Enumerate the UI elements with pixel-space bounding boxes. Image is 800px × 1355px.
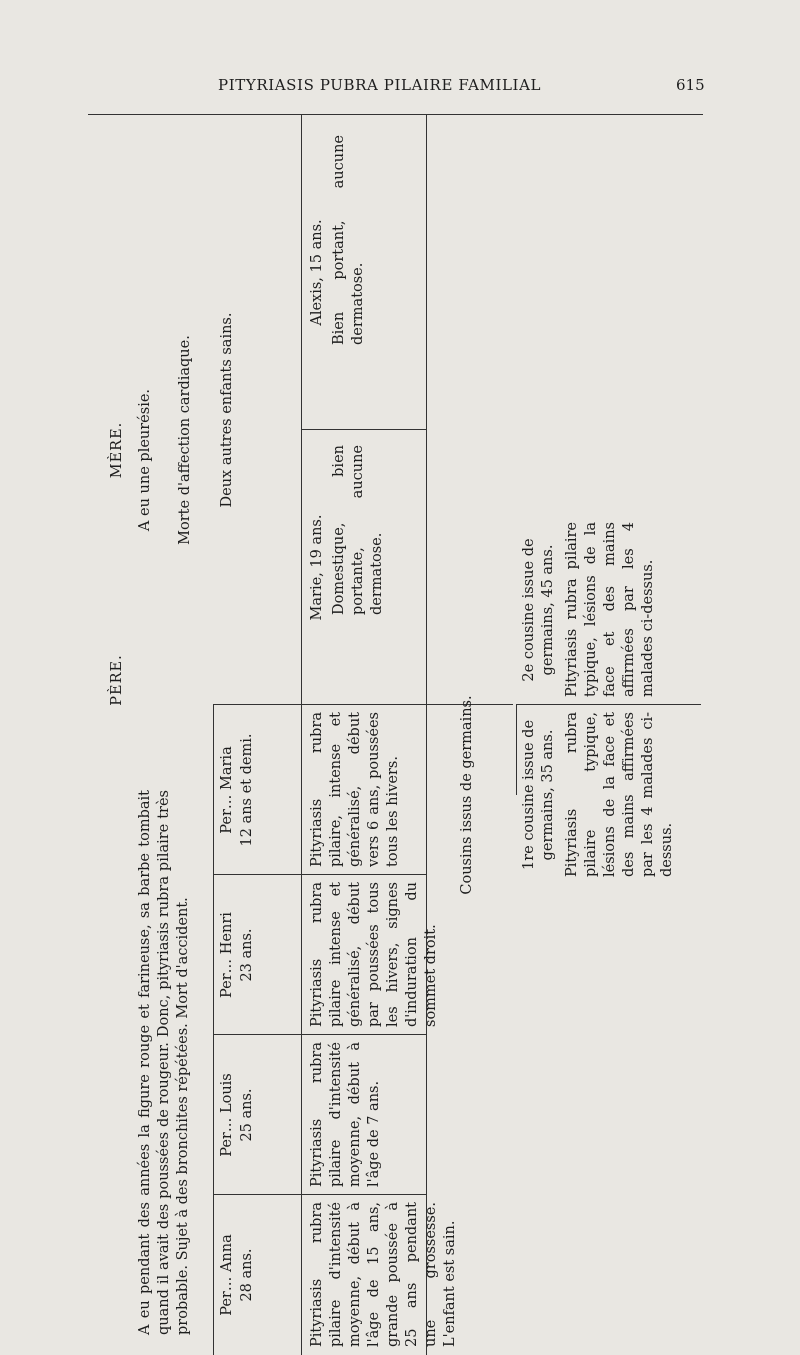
healthy-alexis-name: Alexis, 15 ans.: [309, 219, 325, 326]
child-maria-name: Per… Maria: [219, 746, 235, 834]
cousins-heading: Cousins issus de germains.: [459, 695, 475, 895]
healthy-heading: Deux autres enfants sains.: [219, 312, 235, 508]
child-louis-name: Per… Louis: [219, 1073, 235, 1157]
cousin-1-text: Pityriasis rubra pilaire typique, lésions de la face et des mains affirmées par les 4 malades ci-dessus.: [564, 712, 675, 877]
child-henri-name: Per… Henri: [219, 912, 235, 998]
cousins-rule-a: [516, 705, 517, 795]
page-number: 615: [676, 76, 705, 94]
cousin-2-name: 2e cousine issue de germains, 45 ans.: [521, 538, 556, 682]
running-header: [0, 76, 800, 100]
child-anna-name: Per… Anna: [219, 1234, 235, 1316]
child-maria-text: Pityriasis rubra pilaire, intense et généralisé, début vers 6 ans, poussées tous les hivers.: [309, 712, 401, 867]
cousins-rule: [426, 115, 427, 1355]
father-heading: PÈRE.: [109, 654, 125, 706]
mother-line2: Morte d'affection cardiaque.: [177, 335, 193, 545]
mother-line1: A eu une pleurésie.: [137, 388, 153, 532]
healthy-alexis-text: Bien portant, aucune dermatose.: [331, 135, 366, 345]
child-louis-text: Pityriasis rubra pilaire d'intensité moyenne, début à l'âge de 7 ans.: [309, 1042, 382, 1187]
family-tree-table: [88, 115, 703, 1355]
father-text: A eu pendant des années la figure rouge et farineuse, sa barbe tombait quand il avait des poussées de rougeur. Donc, pityriasis rubra pilaire très probable. Sujet à des bronchites répétées. Mort d'accident.: [137, 790, 191, 1335]
running-title: PITYRIASIS PUBRA PILAIRE FAMILIAL: [218, 76, 542, 94]
healthy-marie-text: Domestique, bien portante, aucune dermatose.: [331, 445, 385, 615]
healthy-marie-name: Marie, 19 ans.: [309, 514, 325, 621]
cousin-1-name: 1re cousine issue de germains, 35 ans.: [521, 719, 556, 871]
child-louis-age: 25 ans.: [239, 1088, 255, 1142]
child-maria-age: 12 ans et demi.: [239, 733, 255, 847]
cousin-2-text: Pityriasis rubra pilaire typique, lésions de la face et des mains affirmées par les 4 malades ci-dessus.: [564, 522, 656, 697]
child-anna-text: Pityriasis rubra pilaire d'intensité moyenne, début à l'âge de 15 ans, grande poussée à 25 ans pendant une grossesse. L'enfant est sain.: [309, 1202, 458, 1347]
children-rule: [301, 115, 302, 1355]
child-henri-text: Pityriasis rubra pilaire intense et généralisé, début par poussées tous les hivers, signes d'induration du sommet droit.: [309, 882, 439, 1027]
child-anna-age: 28 ans.: [239, 1248, 255, 1302]
father-rule: [213, 705, 214, 1355]
mother-heading: MÈRE.: [109, 421, 125, 479]
child-henri-age: 23 ans.: [239, 928, 255, 982]
